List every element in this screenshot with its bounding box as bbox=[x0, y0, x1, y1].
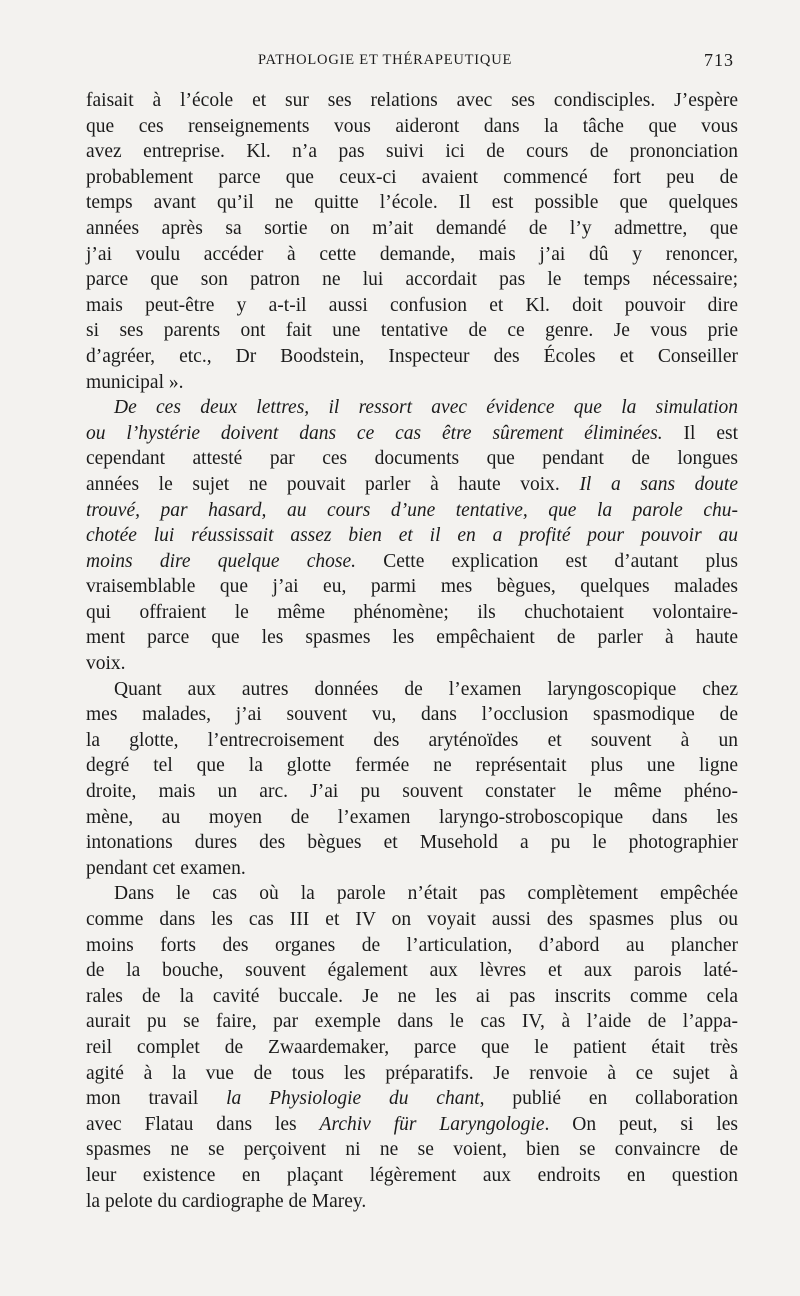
text-line bbox=[86, 1009, 738, 1035]
italic-text-segment: moins dire quelque chose. bbox=[86, 550, 356, 572]
text-line bbox=[86, 139, 738, 165]
text-segment: qui offraient le même phénomène; ils chuchotaient volontaire- bbox=[86, 601, 738, 623]
text-line bbox=[86, 549, 738, 575]
text-line bbox=[86, 472, 738, 498]
text-line bbox=[86, 907, 738, 933]
text-line bbox=[86, 574, 738, 600]
text-segment: de la bouche, souvent également aux lèvres et aux parois laté- bbox=[86, 960, 738, 982]
text-segment: mon travail bbox=[86, 1088, 227, 1110]
italic-text-segment: trouvé, par hasard, au cours d’une tentative, que la parole chu- bbox=[86, 499, 738, 521]
text-segment: voix. bbox=[86, 653, 126, 675]
text-line bbox=[86, 830, 738, 856]
text-segment: années après sa sortie on m’ait demandé de l’y admettre, que bbox=[86, 217, 738, 239]
text-line bbox=[86, 370, 738, 396]
text-line bbox=[86, 1086, 738, 1112]
text-line bbox=[86, 1137, 738, 1163]
text-line bbox=[86, 805, 738, 831]
text-line bbox=[86, 958, 738, 984]
text-segment: si ses parents ont fait une tentative de ce genre. Je vous prie bbox=[86, 320, 738, 342]
italic-text-segment: la Physiologie du chant bbox=[226, 1088, 480, 1110]
text-line bbox=[86, 702, 738, 728]
text-segment: comme dans les cas III et IV on voyait aussi des spasmes plus ou bbox=[86, 909, 738, 930]
text-segment: municipal ». bbox=[86, 371, 184, 393]
text-segment: cependant attesté par ces documents que pendant de longues bbox=[86, 448, 738, 470]
text-line bbox=[86, 267, 738, 293]
text-segment: mes malades, j’ai souvent vu, dans l’occlusion spasmodique de bbox=[86, 704, 738, 726]
text-line bbox=[86, 190, 738, 216]
text-line bbox=[86, 242, 738, 268]
text-line bbox=[86, 1112, 738, 1138]
text-line bbox=[86, 600, 738, 626]
text-segment: moins forts des organes de l’articulation, d’abord au plancher bbox=[86, 934, 738, 956]
text-line bbox=[86, 651, 738, 677]
text-line bbox=[86, 293, 738, 319]
text-segment: que ces renseignements vous aideront dans la tâche que vous bbox=[86, 115, 738, 137]
text-segment: intonations dures des bègues et Musehold a pu le photographier bbox=[86, 832, 738, 854]
text-segment: j’ai voulu accéder à cette demande, mais j’ai dû y renoncer, bbox=[86, 243, 738, 265]
text-segment: spasmes ne se perçoivent ni ne se voient, bien se convaincre de bbox=[86, 1139, 738, 1161]
text-line bbox=[86, 446, 738, 472]
text-segment: pendant cet examen. bbox=[86, 857, 246, 879]
italic-text-segment: De ces deux lettres, il ressort avec évidence que la simulation bbox=[114, 397, 738, 419]
text-line bbox=[86, 625, 738, 651]
page-header bbox=[258, 50, 734, 72]
text-line bbox=[86, 1061, 738, 1087]
text-segment: la pelote du cardiographe de Marey. bbox=[86, 1190, 367, 1212]
text-segment: d’agréer, etc., Dr Boodstein, Inspecteur des Écoles et Conseiller bbox=[86, 345, 738, 367]
text-line bbox=[86, 344, 738, 370]
text-segment: , publié en collaboration bbox=[479, 1088, 738, 1110]
text-segment: probablement parce que ceux-ci avaient commencé fort peu de bbox=[86, 166, 738, 188]
text-line bbox=[86, 1189, 738, 1215]
text-line bbox=[86, 498, 738, 524]
text-segment: mène, au moyen de l’examen laryngo-stroboscopique dans les bbox=[86, 806, 738, 828]
text-line bbox=[86, 1163, 738, 1189]
text-line bbox=[86, 318, 738, 344]
italic-text-segment: chotée lui réussissait assez bien et il en a profité pour pouvoir au bbox=[86, 525, 738, 547]
text-segment: vraisemblable que j’ai eu, parmi mes bègues, quelques malades bbox=[86, 576, 738, 598]
text-line bbox=[86, 1035, 738, 1061]
text-line bbox=[86, 984, 738, 1010]
text-line bbox=[86, 165, 738, 191]
text-line bbox=[86, 114, 738, 140]
text-line bbox=[86, 523, 738, 549]
text-segment: avec Flatau dans les bbox=[86, 1113, 320, 1135]
text-segment: leur existence en plaçant légèrement aux endroits en question bbox=[86, 1164, 738, 1186]
text-segment: rales de la cavité buccale. Je ne les ai pas inscrits comme cela bbox=[86, 985, 738, 1007]
text-line bbox=[86, 753, 738, 779]
italic-text-segment: Il a sans doute bbox=[579, 473, 738, 495]
text-segment: Quant aux autres données de l’examen laryngoscopique chez bbox=[114, 678, 738, 700]
text-line bbox=[86, 216, 738, 242]
text-segment: avez entreprise. Kl. n’a pas suivi ici de cours de prononciation bbox=[86, 141, 738, 163]
text-segment: aurait pu se faire, par exemple dans le cas IV, à l’aide de l’appa- bbox=[86, 1011, 738, 1033]
text-line bbox=[86, 421, 738, 447]
text-line bbox=[86, 779, 738, 805]
text-segment: droite, mais un arc. J’ai pu souvent constater le même phéno- bbox=[86, 781, 738, 803]
italic-text-segment: ou l’hystérie doivent dans ce cas être sûrement éliminées. bbox=[86, 422, 663, 444]
text-segment: agité à la vue de tous les préparatifs. Je renvoie à ce sujet à bbox=[86, 1062, 738, 1084]
text-line bbox=[86, 933, 738, 959]
italic-text-segment: Archiv für Laryngologie bbox=[319, 1113, 545, 1135]
text-segment: années le sujet ne pouvait parler à haute voix. bbox=[86, 473, 580, 495]
text-segment: Dans le cas où la parole n’était pas complètement empêchée bbox=[114, 883, 738, 905]
page-number: 713 bbox=[704, 50, 734, 70]
text-segment: mais peut-être y a-t-il aussi confusion et Kl. doit pouvoir dire bbox=[86, 294, 738, 316]
text-line bbox=[86, 677, 738, 703]
text-segment: degré tel que la glotte fermée ne représentait plus une ligne bbox=[86, 755, 738, 777]
text-segment: temps avant qu’il ne quitte l’école. Il est possible que quelques bbox=[86, 192, 738, 214]
text-segment: parce que son patron ne lui accordait pas le temps nécessaire; bbox=[86, 269, 738, 291]
running-title: PATHOLOGIE ET THÉRAPEUTIQUE bbox=[258, 52, 513, 68]
text-segment: ment parce que les spasmes les empêchaient de parler à haute bbox=[86, 627, 738, 649]
text-line bbox=[86, 395, 738, 421]
text-segment: Il est bbox=[662, 422, 738, 444]
text-line bbox=[86, 881, 738, 907]
text-segment: la glotte, l’entrecroisement des aryténoïdes et souvent à un bbox=[86, 729, 738, 751]
text-line bbox=[86, 88, 738, 114]
body-text bbox=[86, 88, 738, 1214]
text-segment: reil complet de Zwaardemaker, parce que le patient était très bbox=[86, 1036, 738, 1058]
text-line bbox=[86, 728, 738, 754]
text-segment: Cette explication est d’autant plus bbox=[355, 550, 738, 572]
text-line bbox=[86, 856, 738, 882]
text-segment: . On peut, si les bbox=[544, 1113, 738, 1135]
text-segment: faisait à l’école et sur ses relations avec ses condisciples. J’espère bbox=[86, 90, 738, 111]
